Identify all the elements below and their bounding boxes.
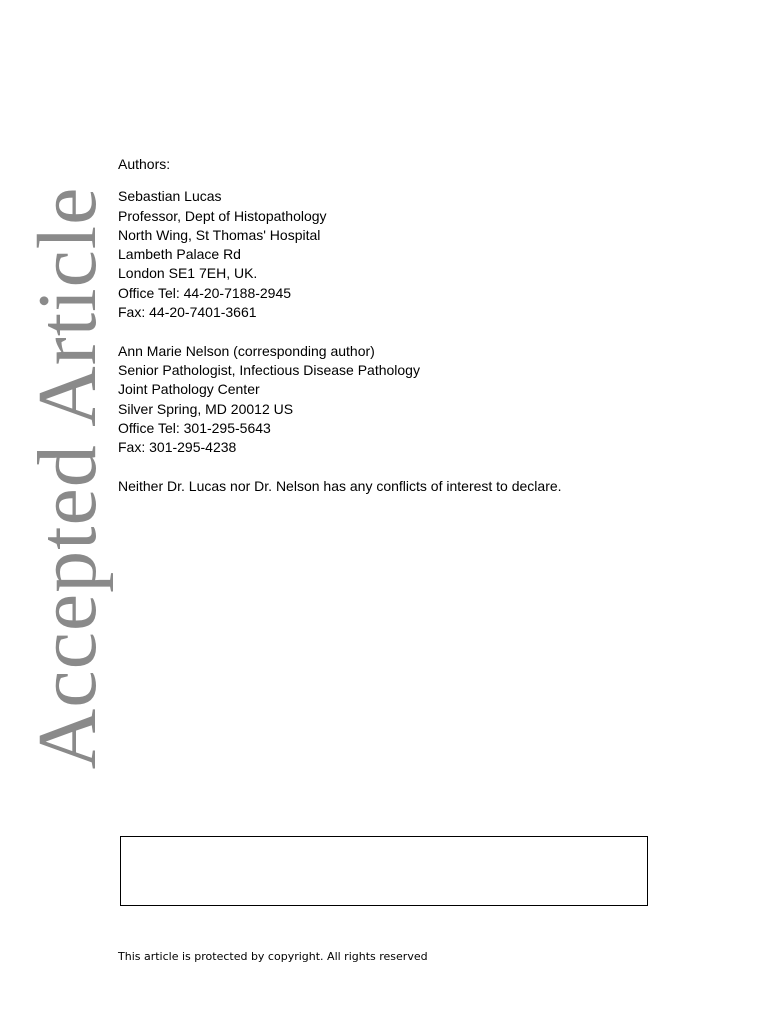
empty-bordered-box <box>120 836 648 906</box>
author-2-fax: Fax: 301-295-4238 <box>118 439 237 456</box>
conflict-of-interest-statement: Neither Dr. Lucas nor Dr. Nelson has any conflicts of interest to declare. <box>118 477 562 494</box>
author-1-office-tel: Office Tel: 44-20-7188-2945 <box>118 284 292 301</box>
author-1-title: Professor, Dept of Histopathology <box>118 207 327 224</box>
author-1-name: Sebastian Lucas <box>118 188 222 205</box>
author-2-address-line-2: Silver Spring, MD 20012 US <box>118 400 294 417</box>
author-2-office-tel: Office Tel: 301-295-5643 <box>118 419 271 436</box>
author-1-fax: Fax: 44-20-7401-3661 <box>118 304 257 321</box>
author-1-address-line-2: Lambeth Palace Rd <box>118 246 241 263</box>
accepted-article-watermark: Accepted Article <box>21 186 114 770</box>
spacer <box>118 322 718 341</box>
spacer <box>118 457 718 476</box>
author-2-title: Senior Pathologist, Infectious Disease Pathology <box>118 361 420 378</box>
author-1-address-line-3: London SE1 7EH, UK. <box>118 265 258 282</box>
author-1-address-line-1: North Wing, St Thomas' Hospital <box>118 226 321 243</box>
authors-heading: Authors: <box>118 156 171 172</box>
author-1-details <box>118 187 718 322</box>
author-2-address-line-1: Joint Pathology Center <box>118 381 260 398</box>
author-2-name: Ann Marie Nelson (corresponding author) <box>118 342 375 359</box>
spacer <box>118 174 718 187</box>
copyright-footer: This article is protected by copyright. All rights reserved <box>118 950 428 963</box>
author-info-block <box>118 155 718 496</box>
author-2-details <box>118 342 718 458</box>
